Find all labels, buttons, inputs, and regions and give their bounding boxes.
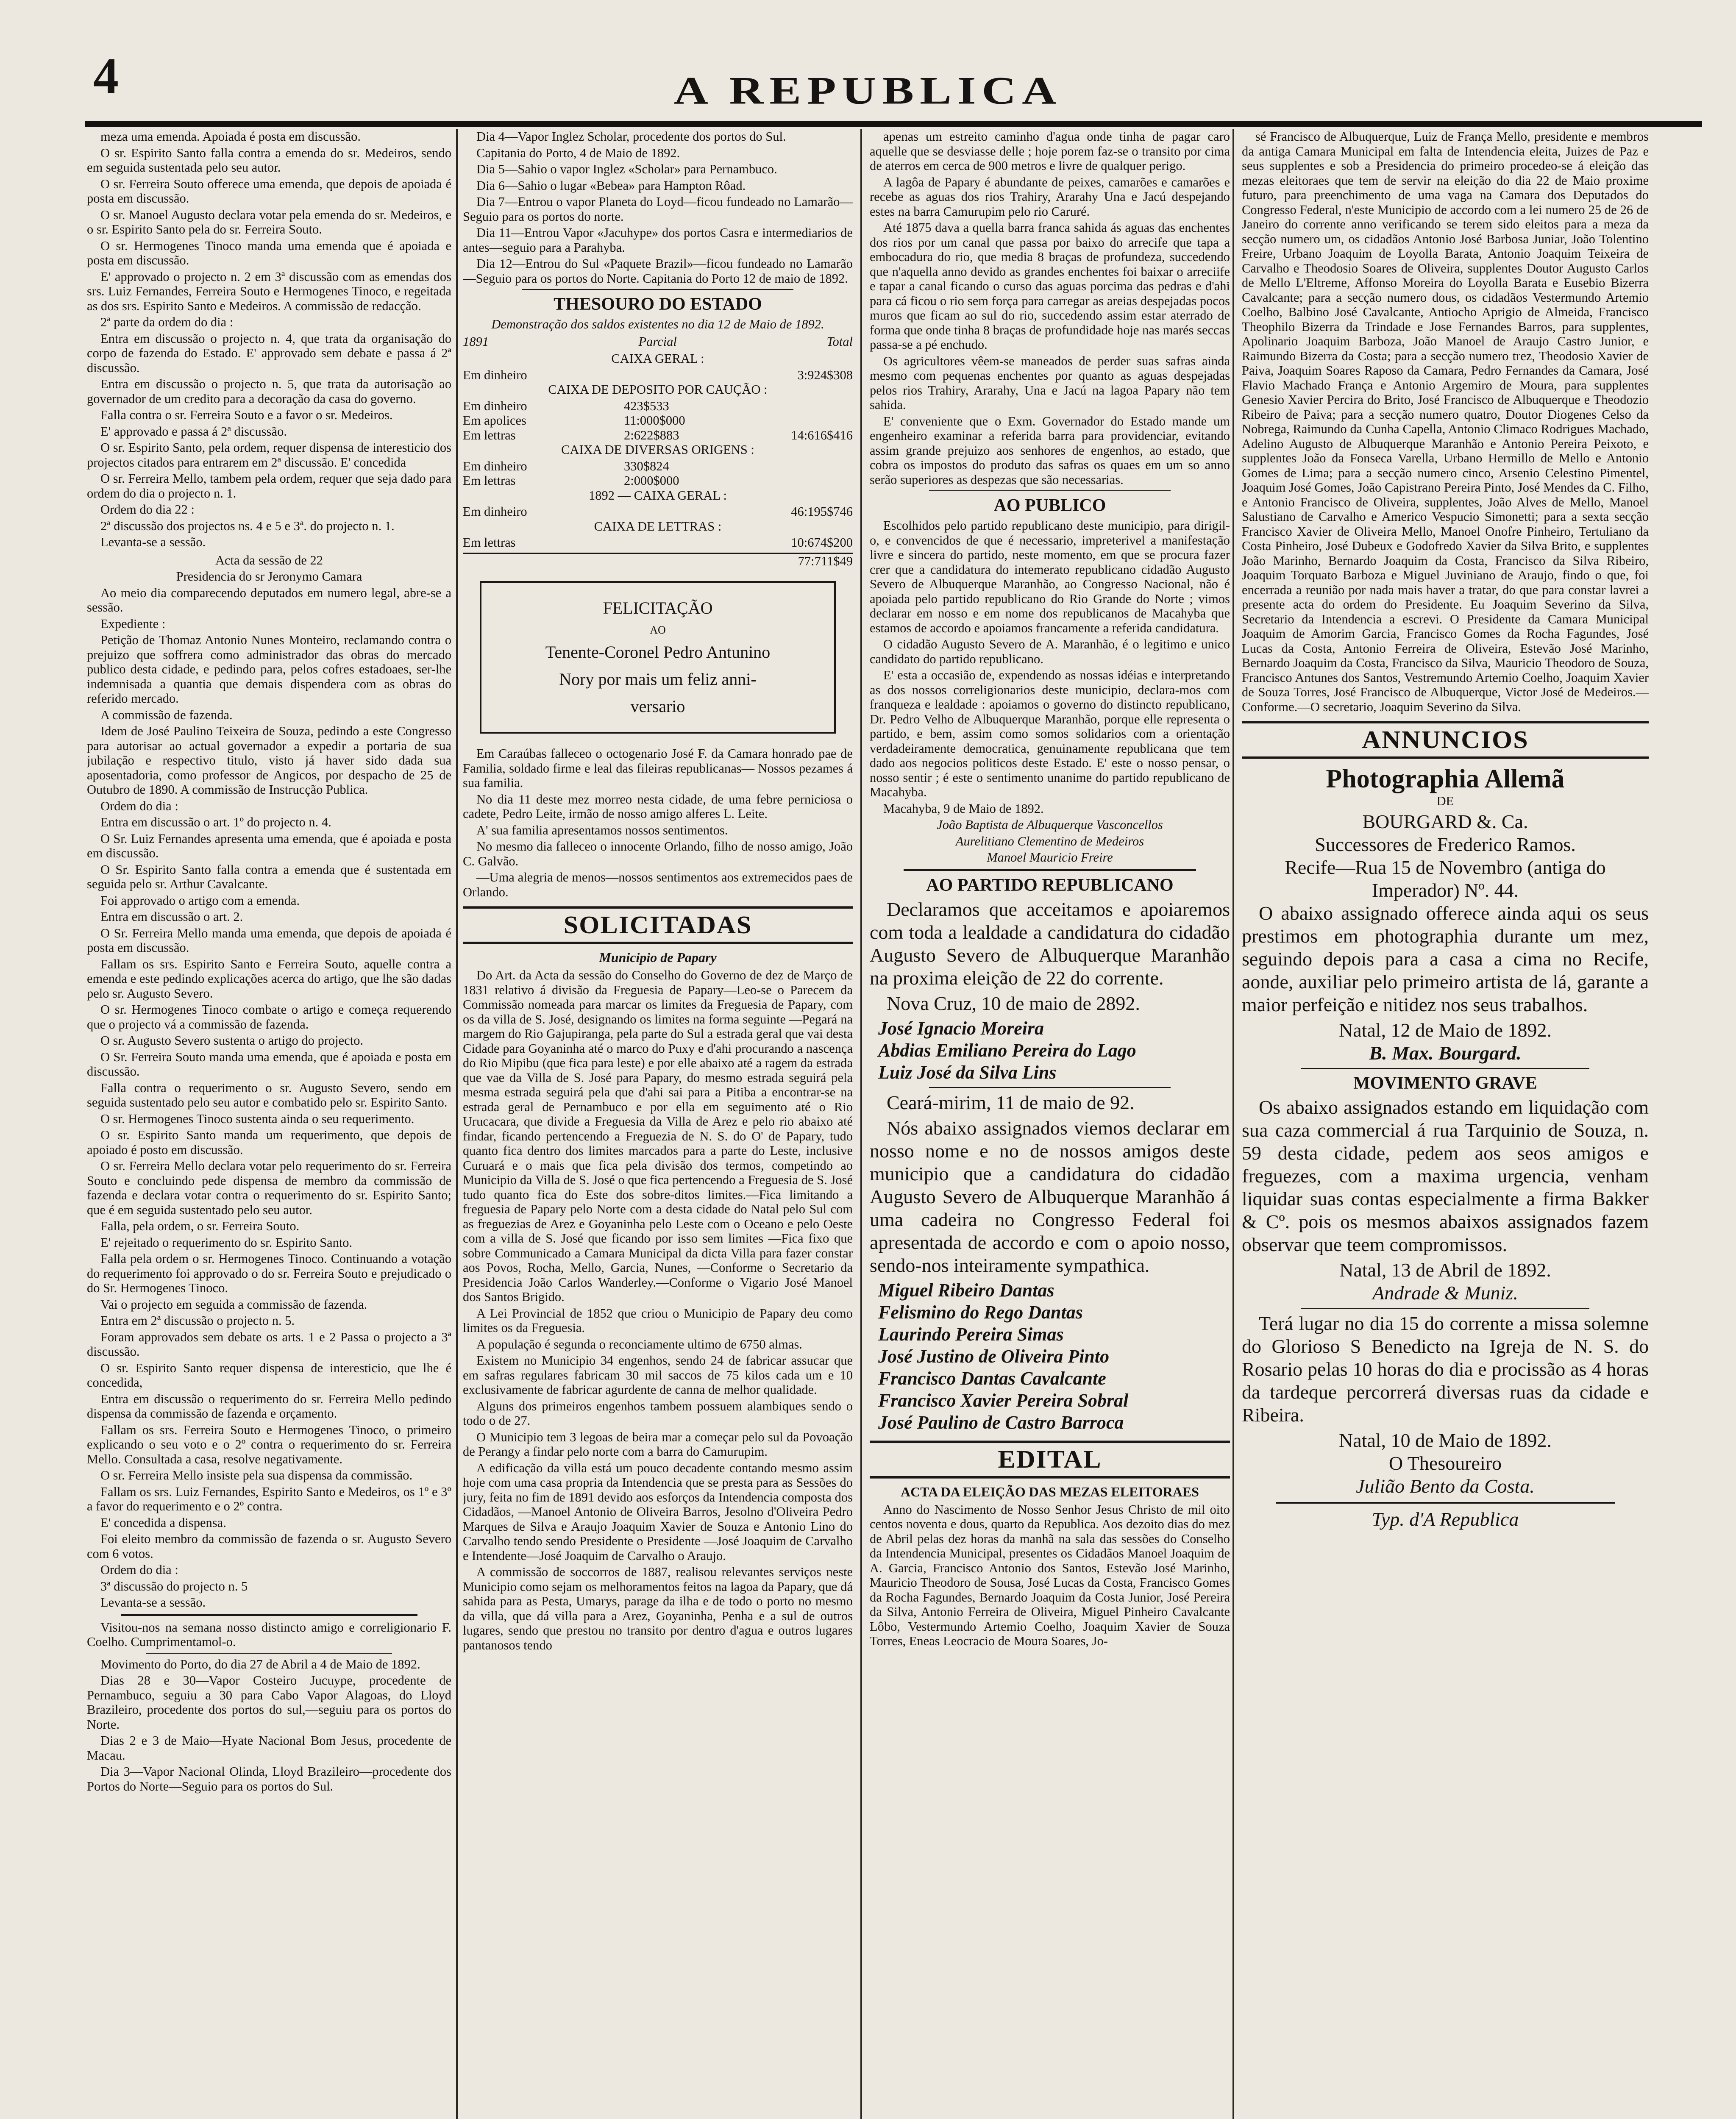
text-paragraph: Aurelitiano Clementino de Medeiros — [955, 834, 1144, 848]
text-paragraph: apenas um estreito caminho d'agua onde tinha de pagar caro aquelle que se desviasse delle ; hoje porem faz-se o transito por cima de aterros em cerca de 900 metros e livre de qualquer perigo. — [870, 129, 1230, 173]
text-paragraph: José Paulino de Castro Barroca — [878, 1412, 1124, 1433]
text-paragraph: Dia 4—Vapor Inglez Scholar, procedente dos portos do Sul. — [476, 129, 786, 144]
treasury-row — [463, 428, 853, 443]
felicitation-line: Nory por mais um feliz anni- — [559, 670, 757, 689]
text-paragraph: No mesmo dia falleceo o innocente Orlando, filho de nosso amigo, João C. Galvão. — [463, 839, 853, 868]
text-paragraph: Foi approvado o artigo com a emenda. — [100, 893, 300, 908]
text-paragraph: A commissão de fazenda. — [100, 707, 233, 722]
acta-paragraphs — [87, 586, 451, 1610]
photo-de: DE — [1436, 794, 1454, 808]
column-4 — [1242, 129, 1649, 2119]
treasury-cell-parcial — [624, 368, 726, 383]
treasury-row — [463, 368, 853, 383]
text-paragraph: O Municipio tem 3 legoas de beira mar a começar pelo sul da Povoação de Perangy a findar pelo norte com a barra do Camurupim. — [463, 1429, 853, 1459]
treasury-row — [463, 535, 853, 550]
text-paragraph: Luiz José da Silva Lins — [878, 1062, 1057, 1083]
section-divider — [1301, 1308, 1589, 1309]
text-paragraph: 2ª parte da ordem do dia : — [100, 315, 234, 329]
text-paragraph: sé Francisco de Albuquerque, Luiz de França Mello, presidente e membros da antiga Camara Municipal em falta de Intendencia eleita, Juizes de Paz e seus supplentes e sob a Presidencia do primeiro procedeo-se á eleição das mezas eleitoraes que tem de servir na eleição do dia 22 de Maio proxime futuro, para preenchimento de uma vaga na Camara dos Deputados do Congresso Federal, n'este Municipio de accordo com a lei numero 25 de 26 de Janeiro do corrente anno verificando se terem sido eleitos para a meza da secção numero um, os cidadãos Antonio José Barbosa Juniar, João Tolentino Freire, Urbano Joaquim de Loyolla Barata, Antonio Joaquim Teixeira de Carvalho e Theodosio Soares de Oliveira, supplentes Doutor Augusto Carlos de Mello L'Eltreme, Affonso Moreira do Loyolla Barata e Eusebio Bizerra Cavalcante; para a secção numero dous, os cidadãos Vestermundo Artemio Coelho, Balbino José Cavalcante, Antiocho Aprigio de Almeida, Francisco Theophilo Bizerra da Trindade e Jose Fernandes Barros, para supplentes, Apolinario Joaquim Barboza, João Manoel de Araujo Castro Junior, e Raimundo Bizerra da Costa; para a secção numero trez, Theodosio Xavier de Paiva, Joaquim Soares Raposo da Camara, Pedro Fernandes da Camara, José Flavio Machado França e Antonio Argemiro de Moura, para supplentes Genesio Xavier Percira do Brito, José Francisco de Albuquerque e Theodozio Ribeiro de Paiva; para a secção numero quatro, Doutor Diogenes Celso da Nobrega, Raimundo da Cunha Capella, Antonio Climaco Rodrigues Machado, Adelino Augusto de Albuquerque Maranhão e Antonio Pereira Peixoto, e supplentes João da Fonseca Varella, Urbano Hermillo de Mello e Antonio Gomes de Lima; para a secção numero cinco, Arsenio Celestino Pimentel, Joaquim José Gomes, João Capistrano Pereira Pinto, José Mendes da C. Filho, e Antonio Francisco de Oliveira, supplentes, João Alves de Mello, Manoel Salustiano de Carvalho e Americo Vespucio Simonetti; para a sexta secção Francisco Xavier de Oliveira Mello, Manoel Onofre Pinheiro, Tertuliano da Costa Pinheiro, José Dubeux e Godofredo Xavier da Silva Brito, e supplentes João Marinho, Bernardo Joaquim da Costa, Francisco da Silva Ribeiro, Joaquim Torquato Barboza e Miguel Juviniano de Araujo, findo o que, foi encerrada a reunião por nada mais haver a tratar, do que para constar lavrei a presente acta do ordem do Presidente. Eu Joaquim Severino da Silva, Secretario da Intendencia a escrevi. O Presidente da Camara Municipal Joaquim de Amorim Garcia, Francisco Gomes da Rocha Fagundes, José Lucas da Costa, Antonio Ferreira de Oliveira, Estevão José Marinho, Bernardo Joaquim da Costa, Francisco da Silva, Mauricio Theodoro de Souza, Francisco Antunes dos Santos, Vestremundo Artemio Coelho, Joaquim Xavier de Souza Torres, José Francisco de Albuquerque, Victor José de Medeiros.—Conforme.—O secretario, Joaquim Severino da Silva. — [1242, 129, 1649, 714]
treasury-cell-parcial: 2:622$883 — [624, 428, 679, 442]
text-paragraph: O sr. Hermogenes Tinoco sustenta ainda o seu requerimento. — [100, 1111, 415, 1126]
photo-title: Photographia Allemã — [1326, 765, 1565, 793]
ceara-signatures — [870, 1279, 1230, 1434]
text-paragraph: A Lei Provincial de 1852 que criou o Municipio de Papary deu como limites os da Freguesia. — [463, 1306, 853, 1335]
col3-paragraphs — [870, 129, 1230, 487]
treasury-row — [463, 504, 853, 519]
treasury-row — [463, 399, 853, 414]
section-divider — [929, 490, 1171, 491]
edital-subtitle: ACTA DA ELEIÇÃO DAS MEZAS ELEITORAES — [901, 1484, 1199, 1499]
treasury-cell-name: Em dinheiro — [463, 504, 527, 519]
text-paragraph: Foi eleito membro da commissão de fazenda o sr. Augusto Severo com 6 votos. — [87, 1532, 451, 1561]
column-1 — [87, 129, 451, 2119]
edital-title: EDITAL — [870, 1440, 1230, 1478]
text-paragraph: João Baptista de Albuquerque Vasconcellos — [937, 818, 1163, 832]
treasury-section-label: 1892 — CAIXA GERAL : — [589, 488, 727, 503]
visit-note: Visitou-nos na semana nosso distincto amigo e correligionario F. Coelho. Cumprimentamol-o. — [87, 1620, 451, 1649]
ceara-place: Ceará-mirim, 11 de maio de 92. — [887, 1091, 1135, 1113]
missa-role: O Thesoureiro — [1388, 1452, 1502, 1474]
text-paragraph: E' approvado o projecto n. 2 em 3ª discussão com as emendas dos srs. Luiz Fernandes, Ferreira Souto e Hermogenes Tinoco, e regeitada as dos srs. Espirito Santo e Medeiros. A commissão de redacção. — [87, 269, 451, 313]
movement-items — [87, 1673, 451, 1794]
treasury-section-label: CAIXA DE DIVERSAS ORIGENS : — [561, 442, 754, 457]
treasury-cell-name: Em lettras — [463, 535, 516, 550]
column-divider — [456, 129, 458, 2119]
text-paragraph: Vai o projecto em seguida a commissão de fazenda. — [100, 1297, 367, 1312]
annuncios-title: ANNUNCIOS — [1242, 721, 1649, 759]
text-paragraph: Entra em 2ª discussão o projecto n. 5. — [100, 1313, 295, 1328]
treasury-cell-total — [751, 459, 853, 474]
text-paragraph: Falla pela ordem o sr. Hermogenes Tinoco. Continuando a votação do requerimento foi approvado o do sr. Ferreira Souto e prejudicado o do Sr. Hermogenes Tinoco. — [87, 1251, 451, 1295]
text-paragraph: Ordem do dia : — [100, 1563, 178, 1577]
text-paragraph: O Sr. Luiz Fernandes apresenta uma emenda, que é apoiada e posta em discussão. — [87, 831, 451, 860]
papary-paragraphs — [463, 968, 853, 1652]
ceara-paragraph: Nós abaixo assignados viemos declarar em nosso nome e no de nossos amigos deste municipio que a candidatura do cidadão Augusto Severo de Albuquerque Maranhão á uma cadeira no Congresso Federal foi apresentada de accordo e com o apoio nosso, sendo-nos inteiramente sympathica. — [870, 1117, 1230, 1276]
column-3 — [870, 129, 1230, 2119]
text-paragraph: E' conveniente que o Exm. Governador do Estado mande um engenheiro examinar a referida barra para providenciar, evitando assim grande prejuizo aos senhores de engenhos, ao estado, que cobra os impostos do produto das safras os quaes em um so anno serão superiores as despezas que são necessarias. — [870, 414, 1230, 487]
section-divider — [146, 1653, 392, 1654]
text-paragraph: José Ignacio Moreira — [878, 1018, 1044, 1039]
text-paragraph: 2ª discussão dos projectos ns. 4 e 5 e 3ª. do projecto n. 1. — [100, 518, 395, 533]
text-paragraph: Laurindo Pereira Simas — [878, 1324, 1064, 1345]
text-paragraph: O sr. Ferreira Mello, tambem pela ordem, requer que seja dado para ordem do dia o projecto n. 1. — [87, 471, 451, 501]
text-paragraph: Até 1875 dava a quella barra franca sahida ás aguas das enchentes dos rios por um canal que passa por baixo do arrecife que tapa a embocadura do rio, que media 8 braças de profundeza, succedendo que n'aquella anno devido as grandes enchentes foi baixar o arreciife e tapar a canal ficando o curso das aguas porcima das pedras e d'ahi para cá ficou o rio sem força para carregar as areias despejadas pocos muros que ficam ao sul do rio, succedendo assim estar aterrado de forma que onde tinha 8 braças de profundidade hoje nas marés seccas passa-se a pé enchudo. — [870, 220, 1230, 352]
column-2 — [463, 129, 853, 2119]
text-paragraph: O sr. Hermogenes Tinoco manda uma emenda que é apoiada e posta em discussão. — [87, 238, 451, 267]
missa-place: Natal, 10 de Maio de 1892. — [1338, 1429, 1552, 1451]
movement-title: Movimento do Porto, do dia 27 de Abril a 4 de Maio de 1892. — [100, 1657, 420, 1671]
movimento-paragraph: Os abaixo assignados estando em liquidação com sua caza commercial á rua Tarquinio de Souza, n. 59 desta cidade, pedem aos seos amigos e freguezes, com a maxima urgencia, venham liquidar suas contas especialmente a firma Bakker & Cº. pois os mesmos abaixos assignados fazem observar que teem compromissos. — [1242, 1096, 1649, 1255]
treasury-cell-name: Em apolices — [463, 413, 526, 428]
photo-firm: BOURGARD &. Ca. — [1362, 810, 1528, 832]
photo-lines — [1242, 833, 1649, 902]
text-paragraph: Macahyba, 9 de Maio de 1892. — [883, 801, 1044, 816]
felicitation-line: Tenente-Coronel Pedro Antunino — [545, 642, 771, 662]
treasury-cell-total: 14:616$416 — [791, 428, 853, 442]
section-divider — [121, 1614, 417, 1616]
text-paragraph: A commissão de soccorros de 1887, realisou relevantes serviços neste Municipio como sejam os melhoramentos feitos na lagoa da Papary, que dá sahida para as Pesta, Umarys, parage da ilha e de todo o porto no mesmo da villa, que dá villa para a Arez, Goyaninha, Penha e a sul de outros lugares, sendo que prestou no transito por dentro d'agua e outros lugares pantanosos tendo — [463, 1565, 853, 1652]
treasury-total: Total — [826, 334, 853, 349]
text-paragraph: O Sr. Ferreira Souto manda uma emenda, que é apoiada e posta em discussão. — [87, 1049, 451, 1079]
edital-paragraph: Anno do Nascimento de Nosso Senhor Jesus Christo de mil oito centos noventa e dous, quarto da Republica. Aos dezoito dias do mez de Abril pelas dez horas da manhã na sala das sessões do Conselho da Intendencia Municipal, presentes os Cidadãos Manoel Joaquim de A. Garcia, Francisco Antonio dos Santos, Estevão José Marinho, Mauricio Theodoro de Sousa, José Lucas da Costa, Francisco Gomes da Rocha Fagundes, Bernardo Joaquim da Costa Junior, José Pereira da Silva, Antonio Ferreira de Oliveira, Miguel Pinheiro Cavalcante Lôbo, Vestermundo Artemio Coelho, Joaquim Xavier de Souza Torres, Eneas Leocracio de Moura Soares, Jo- — [870, 1502, 1230, 1648]
treasury-row — [463, 413, 853, 428]
text-paragraph: O sr. Espirito Santo manda um requerimento, que depois de apoiado é posto em discussão. — [87, 1128, 451, 1157]
text-paragraph: Ordem do dia 22 : — [100, 502, 195, 517]
felicitation-title: FELICITAÇÃO — [603, 598, 713, 617]
treasury-cell-total — [751, 473, 853, 488]
treasury-head — [463, 334, 853, 349]
text-paragraph: Entra em discussão o projecto n. 4, que trata da organisação do corpo de fazenda do Estado. E' approvado sem debate e passa á 2ª discussão. — [87, 331, 451, 375]
text-paragraph: No dia 11 deste mez morreo nesta cidade, de uma febre perniciosa o cadete, Pedro Leite, irmão de nosso amigo alferes L. Leite. — [463, 792, 853, 821]
acta-title: Acta da sessão de 22 — [215, 553, 323, 567]
text-paragraph: Falla, pela ordem, o sr. Ferreira Souto. — [100, 1219, 300, 1233]
text-paragraph: E' esta a occasião de, expendendo as nossas idéias e interpretando as dos nossos correligionarios deste municipio, declara-mos com franqueza e lealdade : apoiamos o governo do distincto republicano, Dr. Pedro Velho de Albuquerque Maranhão, porque elle representa o partido, e bem, assim como somos solidarios com a orientação verdadeiramente democratica, genuinamente republicana que tem dado aos negocios politicos deste Estado. E' este o nosso pensar, o nosso sentir ; é este o sentimento unanime do partido republicano de Macahyba. — [870, 668, 1230, 799]
text-paragraph: Escolhidos pelo partido republicano deste municipio, para dirigil-o, e convencidos de que é necessario, impreterivel a manifestação livre e sincera do partido, neste momento, em que se procura fazer crer que a candidatura do intemerato republicano cidadão Augusto Severo de Albuquerque Maranhão, ao Congresso Nacional, não é apoiada pelo partido republicano do Rio Grande do Norte ; vimos declarar em nosso e em nome dos republicanos de Macahyba que estamos de accordo e apoiamos francamente a referida candidatura. — [870, 518, 1230, 635]
treasury-section-label: CAIXA DE LETTRAS : — [594, 519, 722, 534]
masthead-rule — [85, 121, 1702, 127]
text-paragraph: Abdias Emiliano Pereira do Lago — [878, 1040, 1136, 1061]
col1-paragraphs — [87, 129, 451, 550]
text-paragraph: Alguns dos primeiros engenhos tambem possuem alambiques sendo o todo o de 27. — [463, 1399, 853, 1428]
text-paragraph: Ordem do dia : — [100, 798, 178, 813]
column-divider — [860, 129, 862, 2119]
treasury-row — [463, 473, 853, 488]
text-paragraph: Ao meio dia comparecendo deputados em numero legal, abre-se a sessão. — [87, 585, 451, 615]
treasury-cell-parcial: 2:000$000 — [624, 473, 679, 488]
ao-publico-signatures — [870, 818, 1230, 865]
text-paragraph: Dia 5—Sahio o vapor Inglez «Scholar» para Pernambuco. — [476, 162, 777, 176]
text-paragraph: Existem no Municipio 34 engenhos, sendo 24 de fabricar assucar que em safras regulares fabricam 30 mil saccos de 75 kilos cada um e 10 exclusivamente de fabricar agurdente de canna de melhor qualidade. — [463, 1353, 853, 1397]
section-divider — [904, 869, 1196, 871]
text-paragraph: Capitania do Porto, 4 de Maio de 1892. — [476, 145, 680, 160]
text-paragraph: Dia 6—Sahio o lugar «Bebea» para Hampton Rôad. — [476, 178, 746, 193]
text-paragraph: O sr. Manoel Augusto declara votar pela emenda do sr. Medeiros, e o sr. Espirito Santo pela do sr. Ferreira Souto. — [87, 207, 451, 236]
text-paragraph: Dia 11—Entrou Vapor «Jacuhype» dos portos Casra e intermediarios de antes—seguio para a Parahyba. — [463, 225, 853, 255]
text-paragraph: Entra em discussão o art. 1º do projecto n. 4. — [100, 815, 331, 829]
text-paragraph: Dias 2 e 3 de Maio—Hyate Nacional Bom Jesus, procedente de Macau. — [87, 1733, 451, 1763]
treasury-title: THESOURO DO ESTADO — [554, 295, 762, 314]
newspaper-title: A REPUBLICA — [673, 69, 1063, 112]
text-paragraph: O sr. Espirito Santo, pela ordem, requer dispensa de interesticio dos projectos citados para entrarem em 2ª discussão. E' concedida — [87, 440, 451, 470]
text-paragraph: A' sua familia apresentamos nossos sentimentos. — [476, 823, 728, 837]
text-paragraph: Entra em discussão o projecto n. 5, que trata da autorisação ao governador de um credito para a decoração da casa do governo. — [87, 377, 451, 406]
treasury-subtitle: Demonstração dos saldos existentes no dia 12 de Maio de 1892. — [491, 317, 824, 331]
partido-place: Nova Cruz, 10 de maio de 2892. — [887, 992, 1140, 1014]
missa-paragraph: Terá lugar no dia 15 do corrente a missa solemne do Glorioso S Benedicto na Igreja de N. S. do Rosario pelas 10 horas do dia e procissão as 4 horas da tardeque percorrerá diversas ruas da cidade e Ribeira. — [1242, 1312, 1649, 1426]
ao-publico-title: AO PUBLICO — [993, 496, 1106, 515]
treasury-cell-parcial — [624, 535, 726, 550]
partido-paragraph: Declaramos que acceitamos e apoiaremos com toda a lealdade a candidatura do cidadão Augusto Severo de Albuquerque Maranhão na proxima eleição de 22 do corrente. — [870, 898, 1230, 989]
treasury-grand-total — [463, 553, 853, 569]
text-paragraph: O Sr. Ferreira Mello manda uma emenda, que depois de apoiada é posta em discussão. — [87, 926, 451, 955]
text-paragraph: Dia 7—Entrou o vapor Planeta do Loyd—ficou fundeado no Lamarão—Seguio para os portos do norte. — [463, 195, 853, 224]
obituaries — [463, 746, 853, 899]
text-paragraph: Expediente : — [100, 616, 166, 631]
text-paragraph: Levanta-se a sessão. — [100, 1595, 206, 1610]
text-paragraph: Felismino do Rego Dantas — [878, 1301, 1083, 1323]
treasury-section-label: CAIXA DE DEPOSITO POR CAUÇÃO : — [548, 382, 768, 397]
text-paragraph: Dias 28 e 30—Vapor Costeiro Jucuype, procedente de Pernambuco, seguiu a 30 para Cabo Vapor Alagoas, do Lloyd Brazileiro, procedente dos portos do sul,—seguiu para os portos do Norte. — [87, 1673, 451, 1732]
movimento-place: Natal, 13 de Abril de 1892. — [1339, 1259, 1551, 1281]
treasury-cell-parcial: 423$533 — [624, 398, 669, 413]
treasury-cell-parcial: 330$824 — [624, 459, 669, 473]
treasury-cell-total: 46:195$746 — [791, 504, 853, 519]
text-paragraph: O sr. Espirito Santo falla contra a emenda do sr. Medeiros, sendo em seguida sustentada pelo seu autor. — [87, 145, 451, 175]
text-paragraph: Miguel Ribeiro Dantas — [878, 1279, 1054, 1301]
treasury-cell-total: 3:924$308 — [797, 367, 853, 382]
section-divider — [1276, 1502, 1615, 1504]
section-divider — [522, 289, 793, 290]
felicitation-ao: AO — [650, 624, 666, 636]
masthead — [0, 0, 1736, 124]
treasury-row — [463, 459, 853, 474]
text-paragraph: O sr. Hermogenes Tinoco combate o artigo e começa requerendo que o projecto vá a commissão de fazenda. — [87, 1002, 451, 1032]
text-paragraph: Fallam os srs. Ferreira Souto e Hermogenes Tinoco, o primeiro explicando o seu voto e o 2º contra o requerimento do sr. Ferreira Mello. Consultada a casa, resolve negativamente. — [87, 1422, 451, 1466]
photo-signature: B. Max. Bourgard. — [1369, 1042, 1522, 1064]
text-paragraph: Levanta-se a sessão. — [100, 535, 206, 549]
text-paragraph: Entra em discussão o art. 2. — [100, 909, 243, 924]
text-paragraph: Petição de Thomaz Antonio Nunes Monteiro, reclamando contra o prejuizo que soffrera como administrador das obras do mercado publico desta cidade, e pedindo para, pelos cofres estadoaes, ser-lhe indemnisada a quantia que demais dispendera com as obras do referido mercado. — [87, 633, 451, 706]
page-number: 4 — [93, 47, 119, 104]
text-paragraph: E' rejeitado o requerimento do sr. Espirito Santo. — [100, 1235, 353, 1250]
treasury-section-label: CAIXA GERAL : — [611, 351, 704, 366]
text-paragraph: E' approvado e passa á 2ª discussão. — [100, 424, 287, 439]
text-paragraph: Foram approvados sem debate os arts. 1 e 2 Passa o projecto a 3ª discussão. — [87, 1329, 451, 1359]
missa-signature: Julião Bento da Costa. — [1356, 1475, 1535, 1497]
treasury-cell-name: Em dinheiro — [463, 459, 527, 473]
text-paragraph: Recife—Rua 15 de Novembro (antiga do Imperador) Nº. 44. — [1285, 856, 1606, 901]
text-paragraph: A lagôa de Papary é abundante de peixes, camarões e camarões e recebe as aguas dos rios Trahiry, Ararahy Una e Jacú despejando estes na barra Camurupim pelo rio Caruré. — [870, 175, 1230, 219]
text-paragraph: Falla contra o sr. Ferreira Souto e a favor o sr. Medeiros. — [100, 408, 393, 422]
partido-title: AO PARTIDO REPUBLICANO — [926, 875, 1174, 895]
text-paragraph: Do Art. da Acta da sessão do Conselho do Governo de dez de Março de 1831 relativo á divisão da Freguesia de Papary—Leo-se o Parecem da Commissão nomeada para marcar os limites da Freguesia de Papary, com os da villa de S. José, designando os limites na forma seguinte —Pegará na margem do Rio Gajupiranga, pela parte do Sul a estrada geral que vai desta Cidade para Goyaninha até o marco do Puxy e d'ahi procurando a nascença do Rio Mipibu (que fica para leste) e por elle abaixo até a ragem da estrada que vae da Villa de S. José para Papary, do mesmo estrada seguirá pela mesma estrada seguirá pela que d'ahi sai para a Pitiba a encontrar-se na estrada geral de Pernambuco e por ella em seguimento até o Rio Urucacara, que divide a Freguesia da Villa de Arez e pelo rio abaixo até findar, ficando pertencendo a Freguezia de N. S. do O' de Papary, tudo quanto fica dentro dos limites marcados para a parte do Leste, inclusive Curuará e o mais que fica pela divisão dos termos, competindo ao Municipio da Villa de S. José o que fica pertencendo a Freguesia de S. José tudo quanto fica do Este dos sobre-ditos limites.—Fica limitando a freguesia de Papary pelo Norte com a desta cidade do Natal pelo Sul com as freguezias de Arez e Goyaninha pelo Leste com o Oceano e pelo Oeste com a villa de S. José que ficando por isso sem limites —Fica fixo que sobre Communicado a Camara Municipal da dicta Villa para fazer constar aos Povos, Rocha, Mello, Garcia, Nunes, —Conforme o Secretario da Presidencia João Carlos Wanderley.—Conforme o Vigario José Manoel dos Santos Brigido. — [463, 968, 853, 1304]
solicitadas-title: SOLICITADAS — [463, 906, 853, 944]
ao-publico-paragraphs — [870, 518, 1230, 816]
text-paragraph: A edificação da villa está um pouco decadente contando mesmo assim hoje com uma casa propria da Intendencia que se presta para as Sessões do jury, feita no fim de 1891 devido aos esforços da Intendencia composta dos Cidadãos, —Manoel Antonio de Oliveira Barros, Jesolno d'Oliveira Pedro Marques de Silva e Araujo Joaquim Xavier de Souza e Antonio Lino do Carvalho tendo sendo Presidente o Presidente —José Joaquim de Carvalho e Intendente—José Joaquim de Carvalho o Araujo. — [463, 1460, 853, 1563]
papary-title: Municipio de Papary — [599, 950, 717, 965]
treasury-table — [463, 351, 853, 550]
text-paragraph: O sr. Ferreira Souto offerece uma emenda, que depois de apoiada é posta em discussão. — [87, 176, 451, 206]
movimento-signature: Andrade & Muniz. — [1372, 1282, 1518, 1304]
treasury-cell-total: 10:674$200 — [791, 535, 853, 550]
treasury-total-value: 77:711$49 — [798, 553, 853, 568]
text-paragraph: O sr. Ferreira Mello declara votar pelo requerimento do sr. Ferreira Souto e concluindo pede dispensa de membro da commissão de fazenda e declara votar contra o requerimento do sr. Espirito Santo; que é em seguida sustentado pelo seu autor. — [87, 1159, 451, 1217]
treasury-cell-name: Em lettras — [463, 473, 516, 488]
felicitation-line: versario — [630, 697, 685, 716]
partido-signatures — [870, 1018, 1230, 1084]
text-paragraph: Francisco Xavier Pereira Sobral — [878, 1390, 1129, 1411]
text-paragraph: Dia 12—Entrou do Sul «Paquete Brazil»—ficou fundeado no Lamarão—Seguio para os portos do Norte. Capitania do Porto 12 de maio de 1892. — [463, 256, 853, 286]
port-items — [463, 129, 853, 286]
text-paragraph: O cidadão Augusto Severo de A. Maranhão, é o legitimo e unico candidato do partido republicano. — [870, 637, 1230, 666]
treasury-cell-name: Em dinheiro — [463, 367, 527, 382]
text-paragraph: O sr. Ferreira Mello insiste pela sua dispensa da commissão. — [100, 1468, 413, 1482]
text-paragraph: Fallam os srs. Luiz Fernandes, Espirito Santo e Medeiros, os 1º e 3º a favor do requerimento e o 2º contra. — [87, 1484, 451, 1513]
text-paragraph: Os agricultores vêem-se maneados de perder suas safras ainda mesmo com pequenas enchentes por quanto as aguas despejadas pelos rios Trahiry, Ararahy, Una e Jacú na lagoa Papary não tem sahida. — [870, 353, 1230, 412]
treasury-year: 1891 — [463, 334, 489, 349]
felicitation-box — [480, 581, 836, 734]
column-divider — [1232, 129, 1234, 2119]
text-paragraph: Em Caraúbas falleceo o octogenario José F. da Camara honrado pae de Familia, soldado firme e leal das fileiras republicanas— Nossos pezames á sua familia. — [463, 746, 853, 790]
text-paragraph: O Sr. Espirito Santo falla contra a emenda que é sustentada em seguida pelo sr. Arthur Cavalcante. — [87, 862, 451, 891]
text-paragraph: meza uma emenda. Apoiada é posta em discussão. — [100, 129, 361, 144]
section-divider — [929, 1087, 1171, 1088]
movimento-title: MOVIMENTO GRAVE — [1353, 1073, 1537, 1093]
text-paragraph: 3ª discussão do projecto n. 5 — [100, 1579, 248, 1593]
typographer-line: Typ. d'A Republica — [1372, 1508, 1519, 1530]
treasury-cell-total — [751, 413, 853, 428]
text-paragraph: Dia 3—Vapor Nacional Olinda, Lloyd Brazileiro—procedente dos Portos do Norte—Seguio para os portos do Sul. — [87, 1764, 451, 1794]
photo-place: Natal, 12 de Maio de 1892. — [1338, 1019, 1552, 1041]
text-paragraph: Entra em discussão o requerimento do sr. Ferreira Mello pedindo dispensa da commissão de fazenda e orçamento. — [87, 1391, 451, 1421]
text-paragraph: O sr. Espirito Santo requer dispensa de interesticio, que lhe é concedida, — [87, 1360, 451, 1390]
treasury-parcial: Parcial — [638, 334, 677, 349]
text-paragraph: Falla contra o requerimento o sr. Augusto Severo, sendo em seguida sustentado pelo seu autor e combatido pelo sr. Espirito Santo. — [87, 1080, 451, 1110]
text-paragraph: O sr. Augusto Severo sustenta o artigo do projecto. — [100, 1033, 364, 1048]
text-paragraph: Idem de José Paulino Teixeira de Souza, pedindo a este Congresso para autorisar ao actual governador a expedir a portaria de sua jubilação e respectivo titulo, visto já haver sido dada sua aposentadoria, como professor de Angicos, por despacho de 25 de Outubro de 1890. A commissão de Instrucção Publica. — [87, 724, 451, 797]
text-paragraph: E' concedida a dispensa. — [100, 1515, 226, 1530]
text-paragraph: —Uma alegria de menos—nossos sentimentos aos extremecidos paes de Orlando. — [463, 870, 853, 899]
text-paragraph: A população é segunda o reconciamente ultimo de 6750 almas. — [476, 1337, 803, 1351]
section-divider — [1301, 1068, 1589, 1069]
treasury-cell-parcial: 11:000$000 — [624, 413, 685, 428]
acta-subtitle: Presidencia do sr Jeronymo Camara — [176, 569, 362, 584]
treasury-cell-parcial — [624, 504, 726, 519]
treasury-cell-name: Em lettras — [463, 428, 516, 442]
photo-paragraph: O abaixo assignado offerece ainda aqui os seus prestimos em photographia durante um mez, seguindo depois para a casa a cima no Recife, aonde, auxiliar pelo primeiro artista de lá, garante a maior perfeição e nitidez nos seus trabalhos. — [1242, 902, 1649, 1015]
treasury-cell-total — [751, 399, 853, 414]
text-paragraph: Successores de Frederico Ramos. — [1315, 833, 1576, 855]
text-paragraph: Francisco Dantas Cavalcante — [878, 1368, 1106, 1389]
text-paragraph: Fallam os srs. Espirito Santo e Ferreira Souto, aquelle contra a emenda e este pedindo explicações acerca do artigo, que lhe são dadas pelo sr. Augusto Severo. — [87, 957, 451, 1001]
treasury-cell-name: Em dinheiro — [463, 398, 527, 413]
text-paragraph: Manoel Mauricio Freire — [987, 850, 1113, 865]
text-paragraph: José Justino de Oliveira Pinto — [878, 1346, 1110, 1367]
col4-paragraphs — [1242, 129, 1649, 714]
